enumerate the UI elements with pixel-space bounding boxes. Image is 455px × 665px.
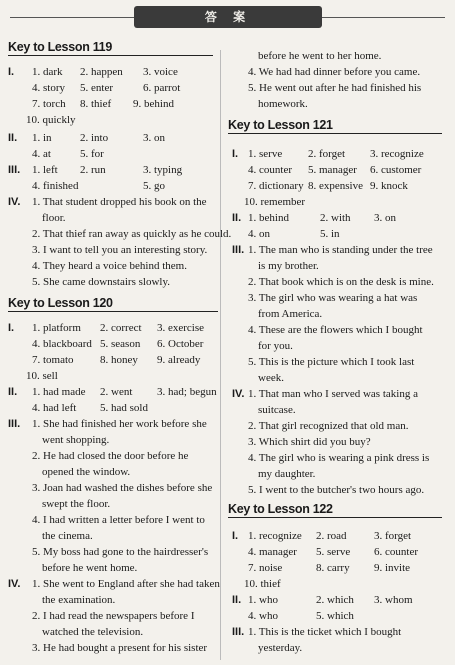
answer-text: the examination.: [42, 594, 116, 606]
answer-text: suitcase.: [258, 404, 296, 416]
answer-text: 3. Joan had washed the dishes before she: [32, 482, 213, 494]
answer-text: 5. manager: [308, 164, 357, 176]
heading-rule: [8, 311, 218, 312]
answer-text: 3. had; begun: [157, 386, 217, 398]
answer-text: 1. She went to England after she had taken: [32, 578, 220, 590]
answer-text: 3. typing: [143, 164, 183, 176]
answer-text: before he went to her home.: [258, 50, 382, 62]
answer-text: from America.: [258, 308, 323, 320]
exercise-number: III.: [8, 164, 21, 176]
answer-text: 2. forget: [308, 148, 346, 160]
answer-text: 1. serve: [248, 148, 283, 160]
section-heading: Key to Lesson 122: [228, 502, 333, 516]
answer-text: 6. customer: [370, 164, 422, 176]
answer-text: 10. sell: [26, 370, 58, 382]
answer-text: 1. who: [248, 594, 278, 606]
answer-text: 8. carry: [316, 562, 350, 574]
answer-text: my daughter.: [258, 468, 316, 480]
exercise-number: I.: [8, 322, 15, 334]
answer-text: 6. counter: [374, 546, 418, 558]
answer-text: 4. They heard a voice behind them.: [32, 260, 187, 272]
answer-text: 6. October: [157, 338, 204, 350]
answer-text: 9. invite: [374, 562, 411, 574]
answer-text: 5. I went to the butcher's two hours ago.: [248, 484, 425, 496]
answer-text: week.: [258, 372, 284, 384]
answer-text: 4. counter: [248, 164, 292, 176]
answer-text: 5. enter: [80, 82, 113, 94]
answer-text: 3. Which shirt did you buy?: [248, 436, 371, 448]
answer-text: 5. season: [100, 338, 141, 350]
exercise-number: I.: [8, 66, 15, 78]
answer-text: 2. run: [80, 164, 106, 176]
exercise-number: II.: [8, 132, 18, 144]
answer-text: 2. That girl recognized that old man.: [248, 420, 409, 432]
answer-text: 2. correct: [100, 322, 142, 334]
answer-text: swept the floor.: [42, 498, 111, 510]
section-heading: Key to Lesson 120: [8, 296, 113, 310]
answer-text: 4. manager: [248, 546, 297, 558]
answer-text: 2. into: [80, 132, 109, 144]
answer-text: 1. This is the ticket which I bought: [248, 626, 402, 638]
answer-text: 2. That book which is on the desk is mine.: [248, 276, 434, 288]
answer-text: 9. behind: [133, 98, 174, 110]
answer-text: 7. noise: [248, 562, 283, 574]
exercise-number: I.: [232, 148, 239, 160]
answer-text: floor.: [42, 212, 66, 224]
heading-rule: [228, 517, 442, 518]
section-heading: Key to Lesson 119: [8, 40, 112, 54]
answer-text: 1. had made: [32, 386, 86, 398]
answer-text: before he went home.: [42, 562, 138, 574]
answer-text: 4. had left: [32, 402, 77, 414]
answer-text: 1. dark: [32, 66, 63, 78]
answer-text: 3. on: [374, 212, 396, 224]
answer-text: 1. behind: [248, 212, 289, 224]
answer-text: 10. quickly: [26, 114, 76, 126]
answer-text: 5. This is the picture which I took last: [248, 356, 415, 368]
answer-text: 9. already: [157, 354, 201, 366]
answer-text: opened the window.: [42, 466, 131, 478]
answer-text: 4. on: [248, 228, 270, 240]
answer-text: 5. She came downstairs slowly.: [32, 276, 170, 288]
answer-text: the cinema.: [42, 530, 93, 542]
answer-text: 5. go: [143, 180, 165, 192]
answer-text: 10. thief: [244, 578, 281, 590]
answer-text: 7. torch: [32, 98, 66, 110]
exercise-number: III.: [8, 418, 21, 430]
exercise-number: II.: [232, 594, 242, 606]
exercise-number: I.: [232, 530, 239, 542]
section-heading: Key to Lesson 121: [228, 118, 333, 132]
answer-text: 4. at: [32, 148, 51, 160]
answer-text: 5. serve: [316, 546, 351, 558]
answer-text: 4. story: [32, 82, 65, 94]
answer-text: 2. That thief ran away as quickly as he could.: [32, 228, 232, 240]
heading-rule: [228, 133, 442, 134]
answer-text: 1. She had finished her work before she: [32, 418, 207, 430]
answer-text: is my brother.: [258, 260, 319, 272]
answer-text: 3. voice: [143, 66, 178, 78]
answer-text: yesterday.: [258, 642, 303, 654]
answer-text: 7. dictionary: [248, 180, 304, 192]
banner-title: 答 案: [204, 10, 252, 24]
exercise-number: III.: [232, 626, 245, 638]
answer-text: 4. The girl who is wearing a pink dress is: [248, 452, 430, 464]
answer-text: 1. platform: [32, 322, 81, 334]
answer-text: 7. tomato: [32, 354, 74, 366]
answer-text: 2. went: [100, 386, 133, 398]
answer-text: 5. which: [316, 610, 354, 622]
answer-text: 4. finished: [32, 180, 79, 192]
answer-text: 1. recognize: [248, 530, 302, 542]
answer-text: 5. He went out after he had finished his: [248, 82, 422, 94]
answer-text: 4. blackboard: [32, 338, 92, 350]
answer-text: 9. knock: [370, 180, 408, 192]
answer-text: 4. who: [248, 610, 278, 622]
answer-text: went shopping.: [42, 434, 110, 446]
answer-text: 3. I want to tell you an interesting story.: [32, 244, 208, 256]
column-divider: [220, 50, 221, 660]
answer-text: 2. which: [316, 594, 354, 606]
exercise-number: IV.: [8, 196, 21, 208]
answer-text: 5. had sold: [100, 402, 148, 414]
answer-text: 4. We had had dinner before you came.: [248, 66, 421, 78]
answer-text: watched the television.: [42, 626, 144, 638]
answer-text: 3. on: [143, 132, 165, 144]
answer-text: 1. That student dropped his book on the: [32, 196, 207, 208]
exercise-number: II.: [8, 386, 18, 398]
answer-text: 5. My boss had gone to the hairdresser's: [32, 546, 209, 558]
answer-text: 2. happen: [80, 66, 123, 78]
exercise-number: IV.: [8, 578, 21, 590]
answer-text: 6. parrot: [143, 82, 181, 94]
answer-text: 1. left: [32, 164, 58, 176]
answers-banner: [134, 6, 322, 28]
answer-text: 5. for: [80, 148, 104, 160]
exercise-number: III.: [232, 244, 245, 256]
answer-text: 1. The man who is standing under the tree: [248, 244, 433, 256]
answer-text: 10. remember: [244, 196, 306, 208]
answer-text: 3. recognize: [370, 148, 424, 160]
answer-text: 2. He had closed the door before he: [32, 450, 189, 462]
answer-text: 2. with: [320, 212, 351, 224]
answer-text: 1. in: [32, 132, 52, 144]
answer-text: 3. forget: [374, 530, 412, 542]
answer-text: 3. exercise: [157, 322, 205, 334]
answer-text: 3. whom: [374, 594, 413, 606]
answer-text: 2. I had read the newspapers before I: [32, 610, 195, 622]
answer-text: 3. The girl who was wearing a hat was: [248, 292, 418, 304]
answer-text: 1. That man who I served was taking a: [248, 388, 418, 400]
answer-text: 3. He had bought a present for his sister: [32, 642, 208, 654]
answer-text: 8. thief: [80, 98, 112, 110]
answer-text: 8. expensive: [308, 180, 363, 192]
answer-text: homework.: [258, 98, 308, 110]
exercise-number: II.: [232, 212, 242, 224]
answer-text: for you.: [258, 340, 293, 352]
answer-text: 4. These are the flowers which I bought: [248, 324, 423, 336]
exercise-number: IV.: [232, 388, 245, 400]
answer-text: 5. in: [320, 228, 340, 240]
heading-rule: [8, 55, 213, 56]
answer-text: 2. road: [316, 530, 347, 542]
answer-text: 8. honey: [100, 354, 138, 366]
answer-text: 4. I had written a letter before I went to: [32, 514, 205, 526]
